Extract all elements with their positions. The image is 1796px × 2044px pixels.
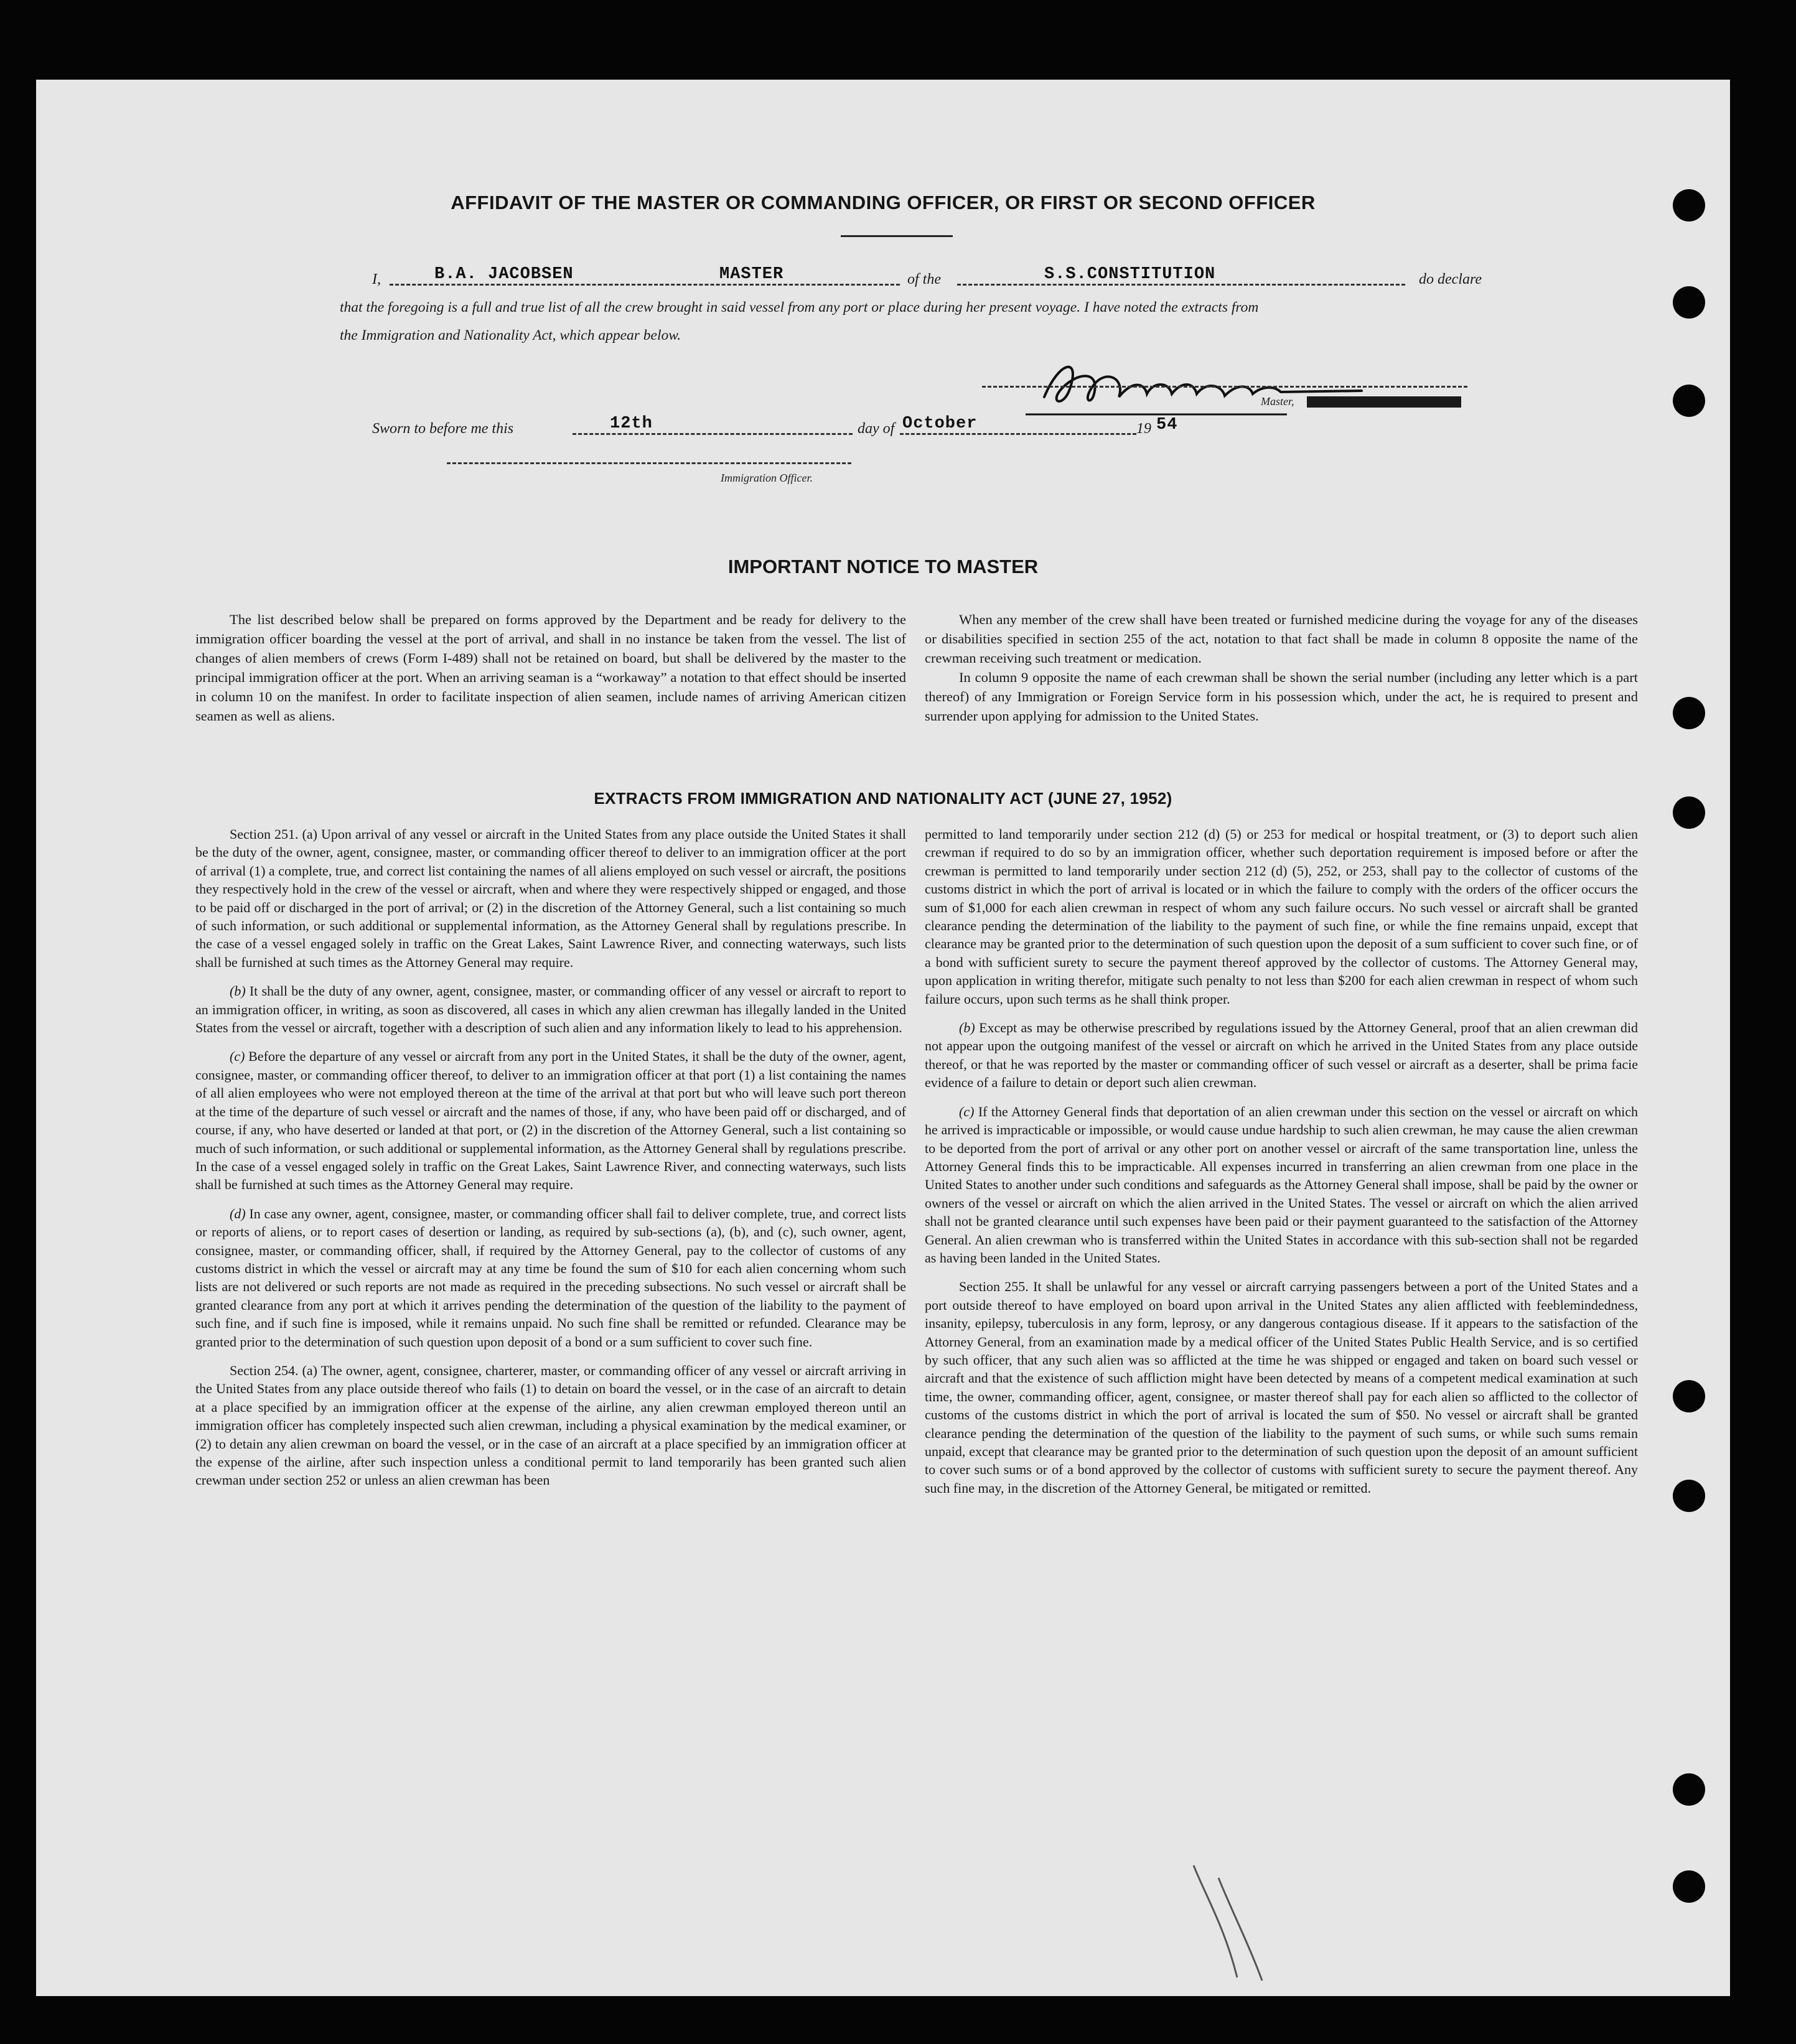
sworn-month-blank (900, 433, 1136, 435)
year-suffix: 54 (1156, 416, 1178, 434)
document-page (36, 80, 1730, 1996)
extracts-right-column (925, 825, 1638, 1497)
immigration-officer-label: Immigration Officer. (721, 472, 813, 484)
notice-right-paragraph-1: When any member of the crew shall have been treated or furnished medicine during the voyage for any of the diseases or disabilities specified in section 255 of the act, notation to that fact shall be made in column 8 opposite the name of the crewman receiving such treatment or medication. (925, 612, 1638, 666)
name-blank (390, 284, 900, 286)
section-251d-text: In case any owner, agent, consignee, master, or commanding officer shall fail to deliver complete, true, and correct lists or reports of aliens, or to report cases of desertion or landing, as required by sub-sections (a), (b), and (c), such owner, agent, consignee, master, or commanding officer, shall, if required by the Attorney General, pay to the collector of customs of any customs district in which the vessel or aircraft may at any time be found the sum of $10 for each alien concerning whom such lists are not delivered or such reports are not made as required in the preceding subsections. No such vessel or aircraft shall be granted clearance from any port at which it arrives pending the determination of the question of the liability to the payment of such fine, and if such fine is imposed, while it remains unpaid. No such fine shall be remitted or refunded. Clearance may be granted prior to the determination of such question upon deposit of a bond or a sum sufficient to cover such fine. (195, 1205, 907, 1350)
notice-right-column (925, 610, 1638, 726)
struck-out-title (1307, 396, 1461, 408)
punch-hole (1673, 385, 1705, 417)
section-255 (925, 1277, 1638, 1497)
section-254c-heading: (c) (959, 1103, 975, 1119)
section-254a (195, 1361, 906, 1490)
section-254b-heading: (b) (959, 1020, 975, 1036)
section-254a-heading: Section 254. (a) (230, 1362, 317, 1378)
master-rank: MASTER (719, 265, 784, 284)
section-254a-continued: permitted to land temporarily under section 212 (d) (5) or 253 for medical or hospital treatment, or (3) to deport such alien crewman if required to do so by an immigration officer, whether such deportation requirement is imposed before or after the crewman is permitted to land temporarily under section 212 (d) (5), 252, or 253, shall pay to the collector of customs of the customs district in which the port of arrival is located or in which the failure to comply with the orders of the officer occurs the sum of $1,000 for each alien crewman in respect of whom any such failure occurs. No such vessel or aircraft shall be granted clearance pending the determination of the liability to the payment of such fine, or while the fine remains unpaid, except that clearance may be granted prior to the determination of such question upon the deposit of a sum sufficient to cover such fine, or of a bond with sufficient surety to secure the payment thereof approved by the collector of customs. The Attorney General may, upon application in writing therefor, mitigate such penalty to not less than $200 for each alien crewman in respect of whom such failure occurs, upon such terms as he shall think proper. (925, 826, 1638, 1007)
vessel-name: S.S.CONSTITUTION (1044, 265, 1216, 284)
notice-title: IMPORTANT NOTICE TO MASTER (727, 556, 1039, 577)
section-251b-heading: (b) (230, 983, 246, 999)
notice-right-paragraph-2: In column 9 opposite the name of each crewman shall be shown the serial number (including any letter which is a part thereof) of any Immigration or Foreign Service form in his possession which, under the act, he is required to present and surrender upon applying for admission to the United States. (925, 670, 1638, 724)
section-251c-heading: (c) (230, 1048, 245, 1065)
immigration-officer-blank (447, 462, 851, 464)
punch-hole (1673, 697, 1705, 729)
section-254a-text: The owner, agent, consignee, charterer, master, or commanding officer of any vessel or aircraft arriving in the United States from any place outside thereof who fails (1) to detain on board the vessel, or in the case of an aircraft to detain at a place specified by an immigration officer at the expense of the airline, any alien crewman employed thereon until an immigration officer has completely inspected such alien crewman, including a physical examination by the medical examiner, or (2) to detain any alien crewman on board the vessel, or in the case of an aircraft at a place specified by an immigration officer at the expense of the airline, after such inspection unless a conditional permit to land temporarily has been granted such alien crewman under section 252 or unless an alien crewman has been (195, 1362, 907, 1488)
punch-hole (1673, 796, 1705, 829)
master-label: Master, (1261, 395, 1294, 408)
pencil-mark (1181, 1859, 1281, 1984)
vessel-blank (957, 284, 1405, 286)
master-signature (1001, 347, 1455, 422)
section-255-text: It shall be unlawful for any vessel or aircraft carrying passengers between a port of the United States and a port outside thereof to have employed on board upon arrival in the United States any alien afflicted with feeblemindedness, insanity, epilepsy, tuberculosis in any form, leprosy, or any dangerous contagious disease. If it appears to the satisfaction of the Attorney General, from an examination made by a medical officer of the United States Public Health Service, and is so certified by such officer, that any such alien was so afflicted at the time he was shipped or engaged and taken on board such vessel or aircraft and that the existence of such affliction might have been detected by means of a competent medical examination at such time, the owner, commanding officer, agent, consignee, or master thereof shall pay for each alien so afflicted to the collector of customs of the customs district in which the port of arrival is located the sum of $50. No vessel or aircraft shall be granted clearance pending the determination of the question of the liability to the payment of such sums, or while such sums remain unpaid, except that clearance may be granted prior to the determination of such question upon the deposit of an amount sufficient to cover such sums or of a bond approved by the collector of customs with sufficient surety to secure the payment thereof. Any such fine may, in the discretion of the Attorney General, be mitigated or remitted. (925, 1279, 1639, 1496)
signature-blank (982, 386, 1467, 388)
section-254b (925, 1019, 1638, 1092)
notice-left-column (195, 610, 906, 726)
declaration-line-2: the Immigration and Nationality Act, which appear below. (340, 327, 681, 343)
section-251c-text: Before the departure of any vessel or aircraft from any port in the United States, it shall be the duty of the owner, agent, consignee, master, or commanding officer thereof, to deliver to an immigration officer at that port (1) a list containing the names of all alien employees who were not employed thereon at the time of the arrival at that port but who will leave such port thereon at the time of the departure of such vessel or aircraft and the names of those, if any, who have been paid off or discharged, and of course, if any, who have deserted or landed at that port, or (2) in the discretion of the Attorney General, such a list containing so much of such information, or such additional or supplemental information, as the Attorney General shall by regulations prescribe. In the case of a vessel engaged solely in traffic on the Great Lakes, Saint Lawrence River, and connecting waterways, such lists shall be furnished at such times as the Attorney General may require. (195, 1048, 907, 1193)
affidavit-title: AFFIDAVIT OF THE MASTER OR COMMANDING OFFICER, OR FIRST OR SECOND OFFICER (451, 192, 1316, 213)
section-251c (195, 1047, 906, 1193)
declaration-line-1: that the foregoing is a full and true list of all the crew brought in said vessel from any port or place during her present voyage. I have noted the extracts from (340, 299, 1259, 315)
sworn-day-blank (573, 433, 853, 435)
notice-left-paragraph: The list described below shall be prepared on forms approved by the Department and be ready for delivery to the immigration officer boarding the vessel at the port of arrival, and shall in no instance be taken from the vessel. The list of changes of alien members of crews (Form I-489) shall not be retained on board, but shall be delivered by the master to the principal immigration officer at the port. When an arriving seaman is a “workaway” a notation to that effect should be inserted in column 10 on the manifest. In order to facilitate inspection of alien seamen, include names of arriving American citizen seamen as well as aliens. (195, 612, 906, 724)
section-251a-text: Upon arrival of any vessel or aircraft in the United States from any place outside the United States it shall be the duty of the owner, agent, consignee, master, or commanding officer thereof to deliver to an immigration officer at the port of arrival (1) a complete, true, and correct list containing the names of all aliens employed on such vessel or aircraft, the positions they respectively hold in the crew of the vessel or aircraft, when and where they were respectively shipped or engaged, and those to be paid off or discharged in the port of arrival; or (2) in the discretion of the Attorney General, such a list containing so much of such information, or such additional or supplemental information, as the Attorney General shall by regulations prescribe. In the case of a vessel engaged solely in traffic on the Great Lakes, Saint Lawrence River, and connecting waterways, such lists shall be furnished at such times as the Attorney General may require. (195, 826, 907, 970)
section-255-heading: Section 255. (959, 1279, 1029, 1295)
sworn-month: October (902, 414, 978, 433)
section-254c (925, 1103, 1638, 1267)
section-254b-text: Except as may be otherwise prescribed by regulations issued by the Attorney General, proof that an alien crewman did not appear upon the outgoing manifest of the vessel or aircraft on which he arrived in the United States from any place outside thereof, or that he was reported by the master or commanding officer of such vessel or aircraft as a deserter, shall be prima facie evidence of a failure to detain or deport such alien crewman. (925, 1020, 1638, 1091)
year-prefix: 19 (1136, 421, 1151, 437)
extracts-left-column (195, 825, 906, 1490)
punch-hole (1673, 1480, 1705, 1512)
extracts-title: EXTRACTS FROM IMMIGRATION AND NATIONALITY ACT (JUNE 27, 1952) (594, 789, 1172, 808)
sworn-label: Sworn to before me this (372, 421, 514, 437)
title-underline (841, 235, 953, 237)
punch-hole (1673, 286, 1705, 319)
punch-hole (1673, 1773, 1705, 1806)
section-251b-text: It shall be the duty of any owner, agent, consignee, master, or commanding officer of any vessel or aircraft to report to an immigration officer, in writing, as soon as discovered, all cases in which any alien crewman has illegally landed in the United States from the vessel or aircraft, together with a description of such alien and any information likely to lead to his apprehension. (195, 983, 907, 1036)
section-251b (195, 982, 906, 1037)
day-of-label: day of (858, 421, 895, 437)
punch-hole (1673, 1870, 1705, 1903)
section-254c-text: If the Attorney General finds that deportation of an alien crewman under this section on the vessel or aircraft on which he arrived is impracticable or impossible, or would cause undue hardship to such alien crewman, he may cause the alien crewman to be deported from the port of arrival or any other port on another vessel or aircraft of the same transportation line, unless the Attorney General finds this to be impracticable. All expenses incurred in transferring an alien crewman from one place in the United States to another under such conditions and safeguards as the Attorney General shall impose, shall be paid by the owner or owners of the vessel or aircraft on which the alien arrived in the United States. The vessel or aircraft on which the alien arrived shall not be granted clearance until such expenses have been paid or their payment guaranteed to the satisfaction of the Attorney General. An alien crewman who is transferred within the United States in accordance with this sub-section shall not be regarded as having been landed in the United States. (925, 1103, 1638, 1266)
section-251d-heading: (d) (230, 1205, 246, 1221)
master-name: B.A. JACOBSEN (434, 265, 574, 284)
section-251a-heading: Section 251. (a) (230, 826, 317, 842)
do-declare-label: do declare (1419, 271, 1482, 287)
of-the-label: of the (907, 271, 941, 287)
punch-hole (1673, 189, 1705, 222)
punch-hole (1673, 1380, 1705, 1412)
section-251a (195, 825, 906, 971)
i-label: I, (372, 271, 381, 287)
sworn-day: 12th (610, 414, 653, 433)
section-251d (195, 1205, 906, 1351)
